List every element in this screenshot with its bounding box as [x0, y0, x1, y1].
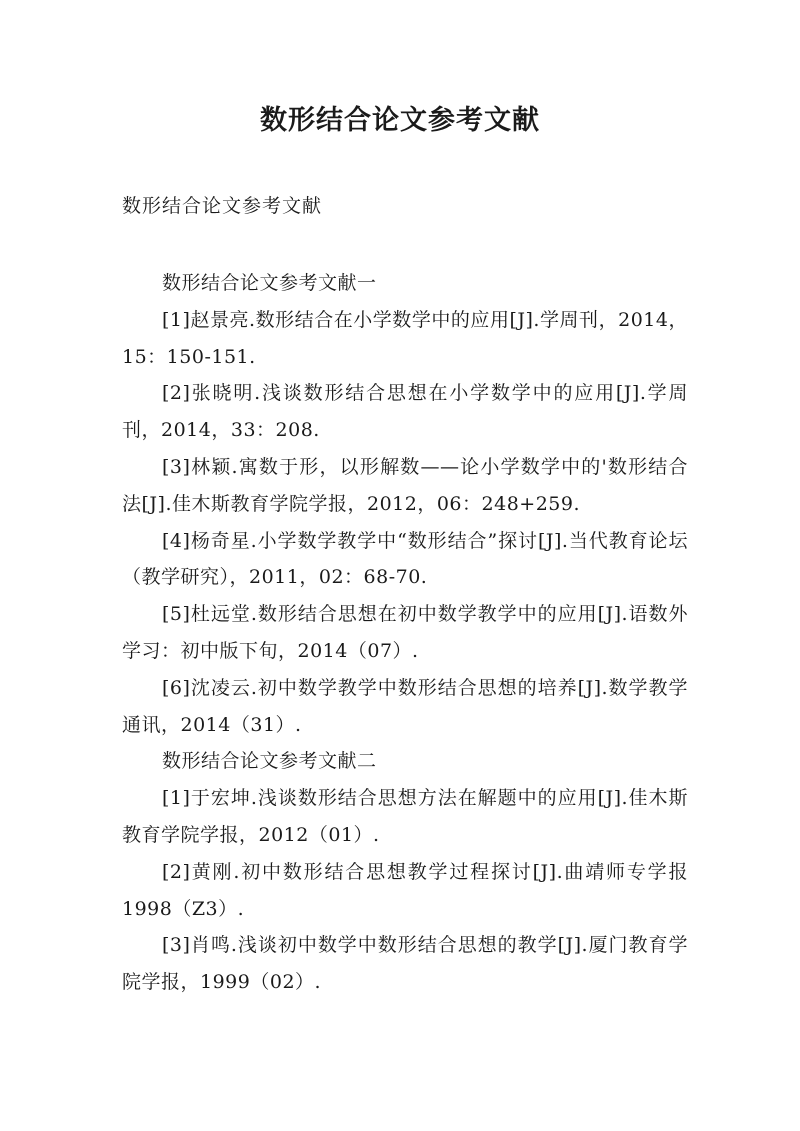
reference-item: [4]杨奇星.小学数学教学中“数形结合”探讨[J].当代教育论坛（教学研究），2011，02：68-70. — [122, 529, 688, 589]
reference-item: [2]黄刚.初中数形结合思想教学过程探讨[J].曲靖师专学报 1998（Z3）. — [122, 860, 688, 920]
document-subtitle: 数形结合论文参考文献 — [122, 195, 323, 217]
reference-item: [6]沈凌云.初中数学教学中数形结合思想的培养[J].数学教学通讯，2014（31）. — [122, 676, 688, 736]
section-heading-1: 数形结合论文参考文献一 — [162, 272, 377, 294]
reference-item: [5]杜远堂.数形结合思想在初中数学教学中的应用[J].语数外学习：初中版下旬，2014（07）. — [122, 603, 688, 662]
reference-item: [2]张晓明.浅谈数形结合思想在小学数学中的应用[J].学周刊，2014，33：208. — [122, 382, 688, 442]
reference-item: [3]肖鸣.浅谈初中数学中数形结合思想的教学[J].厦门教育学院学报，1999（02）. — [122, 934, 688, 994]
section-heading-2: 数形结合论文参考文献二 — [162, 750, 377, 773]
reference-item: [3]林颖.寓数于形，以形解数——论小学数学中的'数形结合法[J].佳木斯教育学院学报，2012，06：248+259. — [122, 455, 688, 515]
reference-item: [1]于宏坤.浅谈数形结合思想方法在解题中的应用[J].佳木斯教育学院学报，2012（01）. — [122, 787, 688, 846]
document-body — [122, 265, 688, 1001]
document-title: 数形结合论文参考文献 — [260, 105, 540, 136]
reference-item: [1]赵景亮.数形结合在小学数学中的应用[J].学周刊，2014，15：150-151. — [122, 308, 688, 368]
